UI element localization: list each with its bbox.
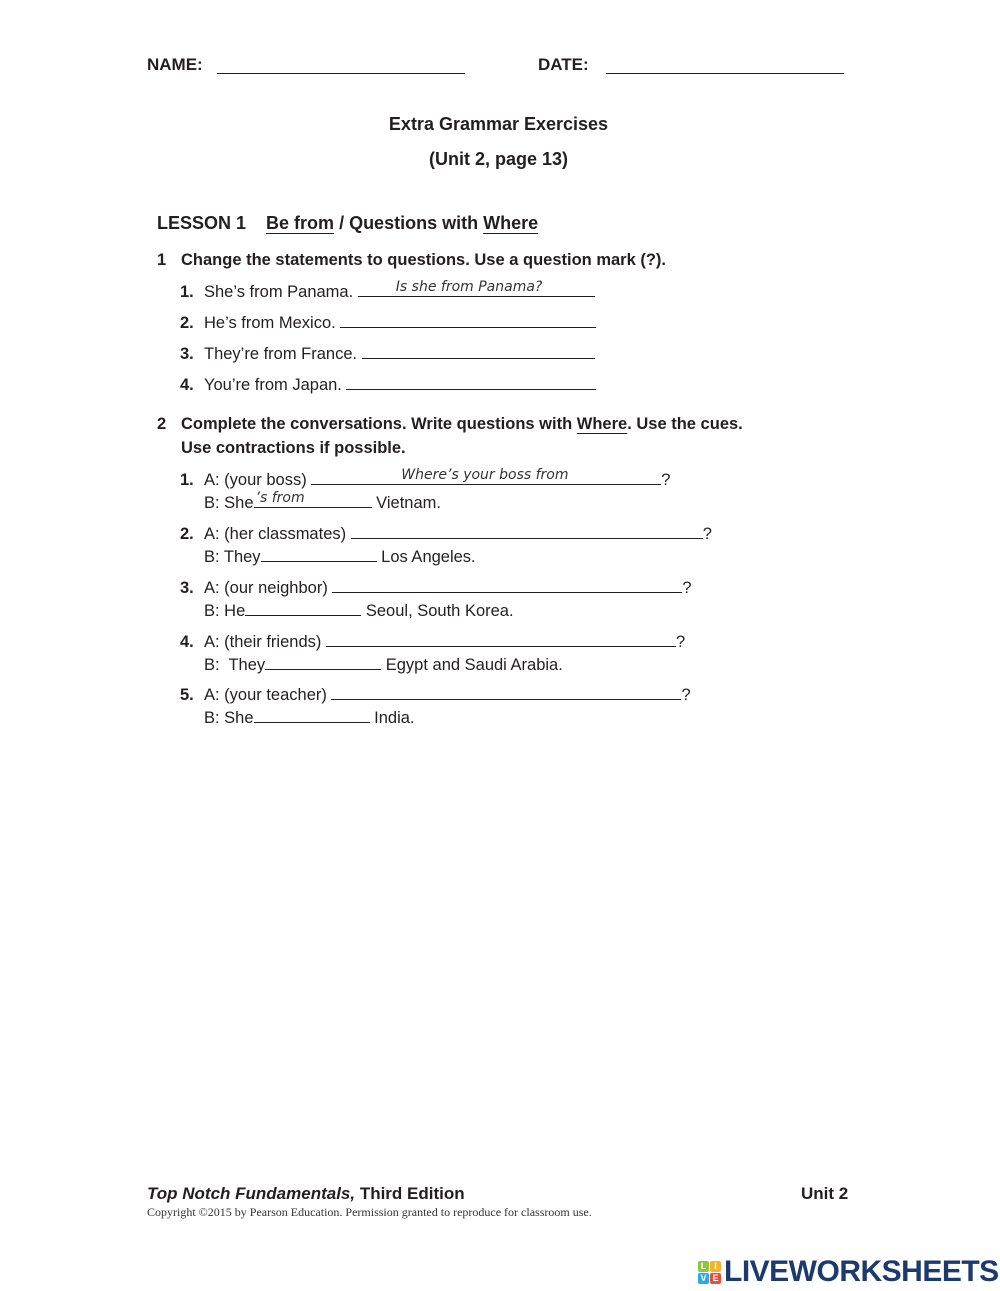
ex1-item-1 bbox=[180, 279, 595, 302]
ex2-item-3-b bbox=[204, 601, 514, 621]
answer-input[interactable] bbox=[362, 344, 595, 359]
page-subtitle: (Unit 2, page 13) bbox=[428, 149, 569, 169]
book-edition: Third Edition bbox=[355, 1184, 465, 1203]
page-title: Extra Grammar Exercises bbox=[388, 114, 609, 134]
date-input[interactable] bbox=[606, 73, 844, 74]
exercise1-instruction bbox=[157, 251, 666, 270]
name-label: NAME: bbox=[147, 55, 203, 74]
question-mark: ? bbox=[682, 579, 692, 597]
ex1-item-3 bbox=[180, 344, 595, 364]
b-subject: B: She bbox=[204, 494, 254, 512]
answer-value: Is she from Panama? bbox=[395, 279, 543, 295]
logo-letter: I bbox=[710, 1261, 721, 1272]
item-number: 1. bbox=[180, 283, 194, 301]
question-mark: ? bbox=[681, 686, 691, 704]
logo-text: LIVEWORKSHEETS bbox=[724, 1255, 999, 1288]
question-input[interactable] bbox=[351, 524, 703, 539]
exercise2-number: 2 bbox=[157, 415, 167, 433]
ex2-item-4-b bbox=[204, 655, 563, 675]
ex1-item-2 bbox=[180, 313, 596, 333]
lesson-heading bbox=[157, 213, 538, 234]
answer-input[interactable] bbox=[358, 279, 595, 297]
ex2-item-2-b bbox=[204, 547, 476, 567]
a-cue: A: (their friends) bbox=[204, 633, 322, 651]
answer-input[interactable] bbox=[340, 313, 596, 328]
b-rest: Los Angeles. bbox=[381, 548, 476, 566]
exercise2-text: Complete the conversations. Write questions with bbox=[181, 415, 577, 433]
answer-input[interactable] bbox=[265, 655, 381, 670]
ex2-item-4-a bbox=[180, 632, 685, 652]
item-number: 4. bbox=[180, 633, 194, 651]
logo-letter: L bbox=[698, 1261, 709, 1272]
lesson-topic-where: Where bbox=[483, 213, 539, 233]
exercise2-text-end: . Use the cues. bbox=[627, 415, 743, 433]
question-mark: ? bbox=[702, 525, 712, 543]
exercise1-text: Change the statements to questions. Use a question mark (?). bbox=[181, 251, 667, 269]
exercise2-where: Where bbox=[576, 415, 628, 433]
answer-value: Where’s your boss from bbox=[401, 467, 569, 483]
logo-letter: V bbox=[698, 1273, 709, 1284]
footer-book-title bbox=[147, 1184, 465, 1204]
b-subject: B: They bbox=[204, 548, 261, 566]
answer-input[interactable] bbox=[254, 708, 370, 723]
item-statement: He’s from Mexico. bbox=[204, 314, 336, 332]
item-number: 5. bbox=[180, 686, 194, 704]
lesson-topic-be-from: Be from bbox=[266, 213, 335, 233]
item-statement: They’re from France. bbox=[204, 345, 358, 363]
item-number: 4. bbox=[180, 376, 194, 394]
answer-value: ’s from bbox=[255, 490, 305, 506]
lesson-separator: / Questions with bbox=[334, 213, 484, 233]
answer-input[interactable] bbox=[346, 375, 596, 390]
answer-input[interactable] bbox=[261, 547, 377, 562]
item-number: 2. bbox=[180, 314, 194, 332]
b-subject: B: They bbox=[204, 656, 266, 674]
answer-input[interactable] bbox=[245, 601, 361, 616]
ex2-item-3-a bbox=[180, 578, 692, 598]
ex2-item-1-b bbox=[204, 490, 441, 513]
a-cue: A: (your teacher) bbox=[204, 686, 327, 704]
item-number: 3. bbox=[180, 345, 194, 363]
b-subject: B: She bbox=[204, 709, 254, 727]
answer-input[interactable] bbox=[254, 490, 372, 508]
a-cue: A: (your boss) bbox=[204, 471, 307, 489]
item-number: 3. bbox=[180, 579, 194, 597]
b-rest: Egypt and Saudi Arabia. bbox=[385, 656, 563, 674]
a-cue: A: (our neighbor) bbox=[204, 579, 328, 597]
question-input[interactable] bbox=[326, 632, 676, 647]
question-input[interactable] bbox=[331, 685, 681, 700]
ex2-item-2-a bbox=[180, 524, 712, 544]
name-input[interactable] bbox=[217, 73, 465, 74]
logo-letter: E bbox=[710, 1273, 721, 1284]
liveworksheets-logo[interactable] bbox=[698, 1255, 999, 1289]
exercise2-instruction-line2: Use contractions if possible. bbox=[181, 439, 406, 457]
b-rest: Seoul, South Korea. bbox=[365, 602, 514, 620]
exercise1-number: 1 bbox=[157, 251, 167, 269]
b-rest: Vietnam. bbox=[376, 494, 441, 512]
a-cue: A: (her classmates) bbox=[204, 525, 347, 543]
question-mark: ? bbox=[675, 633, 686, 651]
item-statement: She’s from Panama. bbox=[204, 283, 354, 301]
item-number: 1. bbox=[180, 471, 194, 489]
b-rest: India. bbox=[374, 709, 415, 727]
copyright-notice: Copyright ©2015 by Pearson Education. Permission granted to reproduce for classroom use. bbox=[147, 1205, 592, 1219]
exercise2-instruction bbox=[157, 415, 743, 434]
item-number: 2. bbox=[180, 525, 194, 543]
live-logo-icon bbox=[698, 1261, 721, 1284]
ex1-item-4 bbox=[180, 375, 596, 395]
question-input[interactable] bbox=[311, 467, 661, 485]
lesson-label: LESSON 1 bbox=[157, 213, 247, 233]
ex2-item-1-a bbox=[180, 467, 671, 490]
ex2-item-5-b bbox=[204, 708, 415, 728]
b-subject: B: He bbox=[204, 602, 246, 620]
footer-unit: Unit 2 bbox=[801, 1184, 849, 1203]
question-mark: ? bbox=[661, 471, 671, 489]
ex2-item-5-a bbox=[180, 685, 691, 705]
book-title: Top Notch Fundamentals, bbox=[147, 1184, 356, 1203]
date-label: DATE: bbox=[538, 55, 589, 74]
item-statement: You’re from Japan. bbox=[204, 376, 342, 394]
question-input[interactable] bbox=[332, 578, 682, 593]
